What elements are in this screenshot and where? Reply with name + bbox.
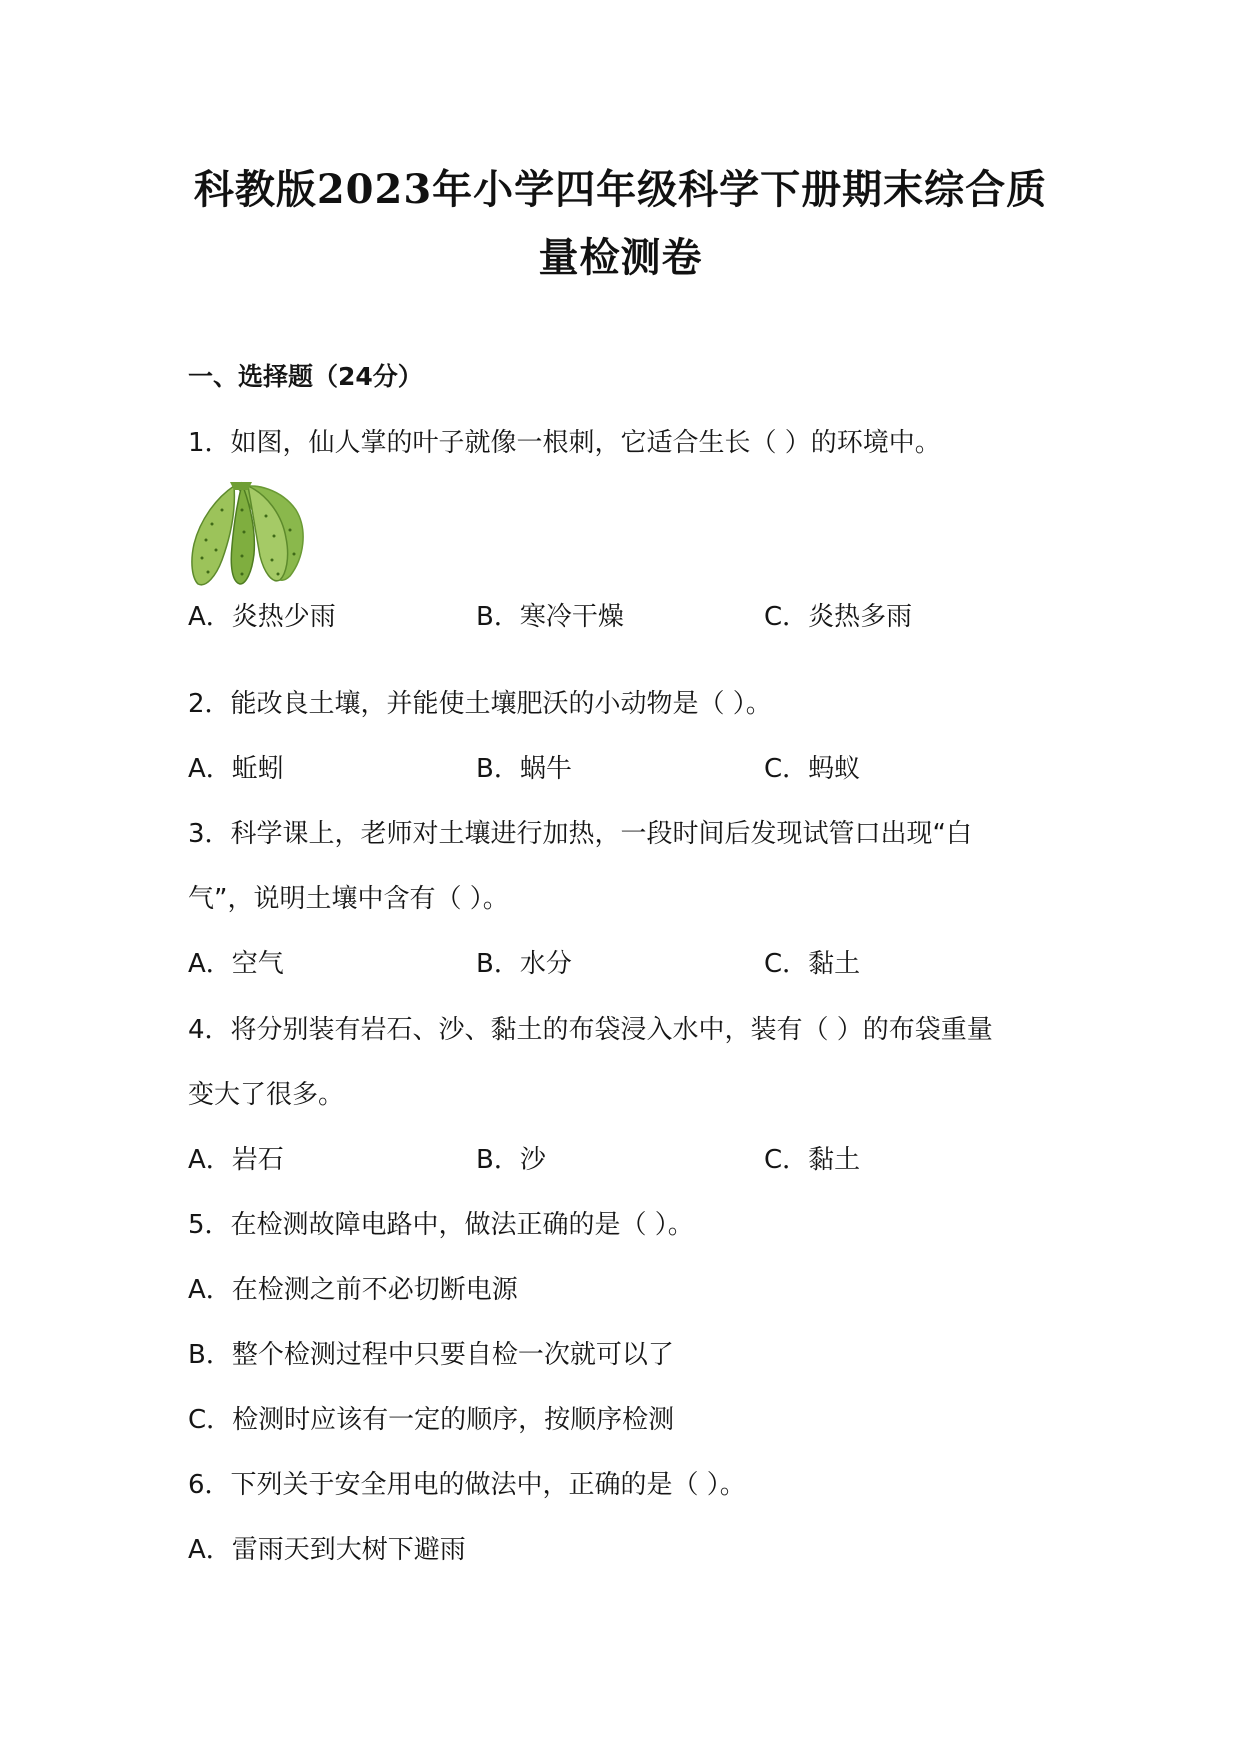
question-3-option-b: B．水分 — [476, 949, 572, 979]
question-4-option-a: A．岩石 — [188, 1145, 284, 1175]
question-1-option-b: B．寒冷干燥 — [476, 602, 624, 632]
question-4-stem-line-2: 变大了很多。 — [188, 1080, 345, 1110]
question-2-option-b: B．蜗牛 — [476, 754, 572, 784]
question-6-stem: 6．下列关于安全用电的做法中，正确的是（ ）。 — [188, 1470, 746, 1500]
question-2-option-a: A．蚯蚓 — [188, 754, 284, 784]
question-2-stem: 2．能改良土壤，并能使土壤肥沃的小动物是（ ）。 — [188, 689, 772, 719]
question-4-stem-line-1: 4．将分别装有岩石、沙、黏土的布袋浸入水中，装有（ ）的布袋重量 — [188, 1015, 993, 1045]
question-3-option-c: C．黏土 — [764, 949, 861, 979]
question-5-option-a: A．在检测之前不必切断电源 — [188, 1275, 518, 1305]
question-1-option-a: A．炎热少雨 — [188, 602, 336, 632]
question-5-stem: 5．在检测故障电路中，做法正确的是（ ）。 — [188, 1210, 694, 1240]
question-2-option-c: C．蚂蚁 — [764, 754, 861, 784]
section-heading-choice: 一、选择题（24分） — [188, 362, 423, 391]
question-3-stem-line-2: 气”，说明土壤中含有（ ）。 — [188, 884, 509, 914]
cactus-image — [186, 480, 312, 588]
page-title-line-1: 科教版2023年小学四年级科学下册期末综合质 — [193, 166, 1048, 213]
question-1-stem: 1．如图，仙人掌的叶子就像一根刺，它适合生长（ ）的环境中。 — [188, 428, 941, 458]
question-5-option-c: C．检测时应该有一定的顺序，按顺序检测 — [188, 1405, 675, 1435]
question-3-stem-line-1: 3．科学课上，老师对土壤进行加热，一段时间后发现试管口出现“白 — [188, 819, 973, 849]
question-6-option-a: A．雷雨天到大树下避雨 — [188, 1535, 466, 1565]
question-5-option-b: B．整个检测过程中只要自检一次就可以了 — [188, 1340, 674, 1370]
question-1-option-c: C．炎热多雨 — [764, 602, 913, 632]
question-4-option-c: C．黏土 — [764, 1145, 861, 1175]
page-title-line-2: 量检测卷 — [538, 234, 703, 281]
question-4-option-b: B．沙 — [476, 1145, 546, 1175]
question-3-option-a: A．空气 — [188, 949, 284, 979]
